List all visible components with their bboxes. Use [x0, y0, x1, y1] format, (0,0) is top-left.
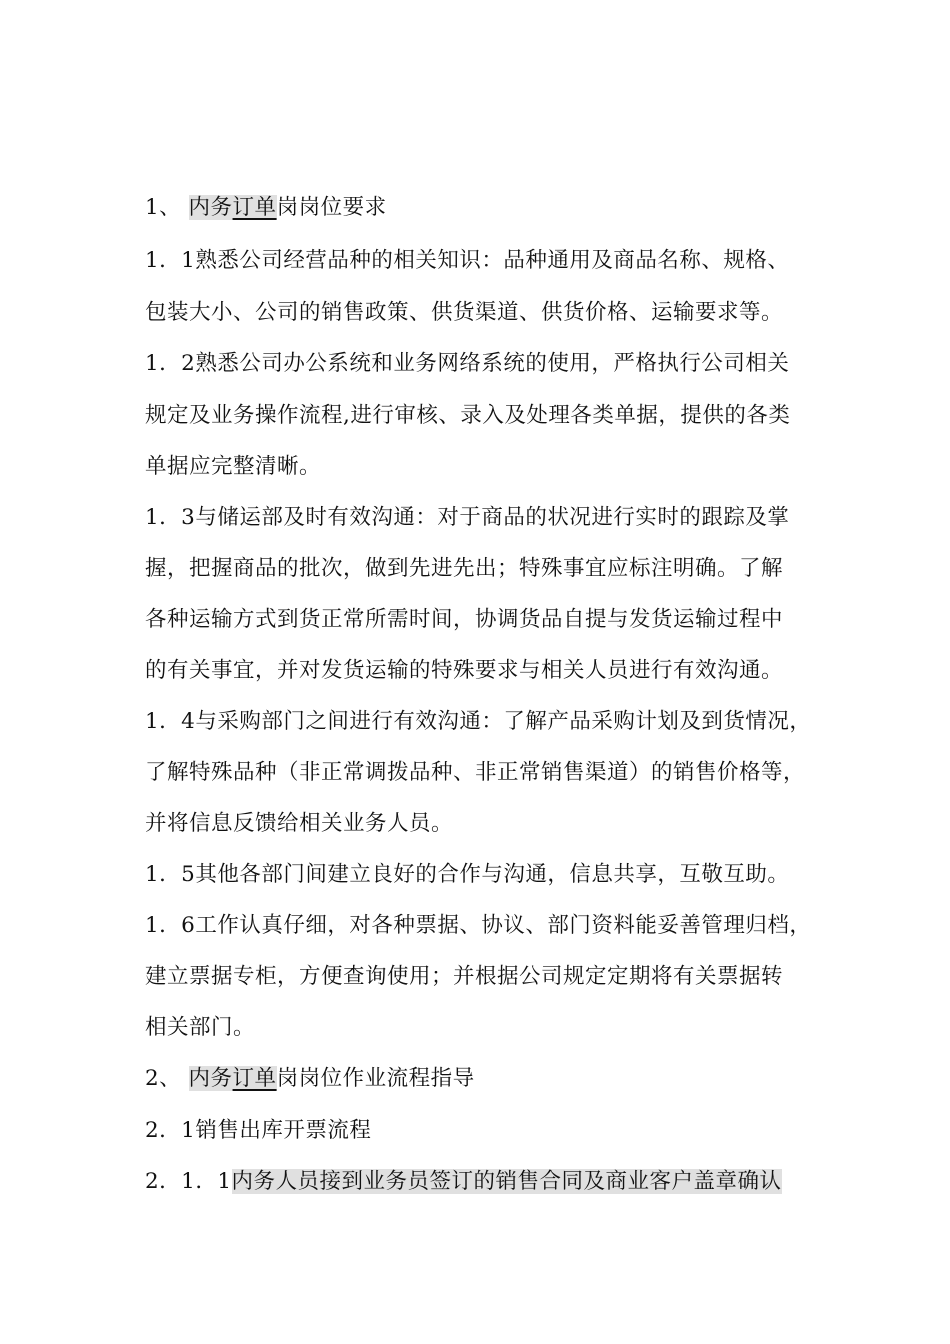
paragraph-line: 1．5其他各部门间建立良好的合作与沟通，信息共享，互敬互助。	[145, 862, 790, 887]
section-1-heading	[145, 193, 387, 223]
section-1-title-underlined: 订单	[232, 195, 277, 220]
paragraph-line: 并将信息反馈给相关业务人员。	[145, 811, 454, 836]
paragraph-line: 的有关事宜，并对发货运输的特殊要求与相关人员进行有效沟通。	[145, 658, 784, 683]
subsection-2-1-1-line	[145, 1167, 782, 1197]
subsection-2-1-1-number: 2．1．1	[145, 1169, 232, 1194]
paragraph-line: 1．2熟悉公司办公系统和业务网络系统的使用，严格执行公司相关	[145, 351, 790, 376]
section-2-heading	[145, 1064, 475, 1094]
section-2-title-underlined: 订单	[232, 1066, 277, 1091]
paragraph-line: 了解特殊品种（非正常调拨品种、非正常销售渠道）的销售价格等，	[145, 760, 806, 785]
paragraph-line: 1．6工作认真仔细，对各种票据、协议、部门资料能妥善管理归档，	[145, 913, 812, 938]
section-1-number: 1、	[145, 195, 182, 220]
section-2-number: 2、	[145, 1066, 182, 1091]
section-1-title-highlight: 内务	[188, 195, 233, 220]
paragraph-line: 握，把握商品的批次，做到先进先出；特殊事宜应标注明确。了解	[145, 556, 784, 581]
paragraph-line: 建立票据专柜，方便查询使用；并根据公司规定定期将有关票据转	[145, 964, 784, 989]
paragraph-line: 1．1熟悉公司经营品种的相关知识：品种通用及商品名称、规格、	[145, 248, 790, 273]
section-1-title-rest: 岗岗位要求	[276, 195, 387, 220]
paragraph-line: 单据应完整清晰。	[145, 454, 322, 479]
paragraph-line: 规定及业务操作流程,进行审核、录入及处理各类单据，提供的各类	[145, 403, 791, 428]
paragraph-line: 包装大小、公司的销售政策、供货渠道、供货价格、运输要求等。	[145, 300, 784, 325]
subsection-2-1-heading: 2．1销售出库开票流程	[145, 1118, 372, 1143]
paragraph-line: 1．3与储运部及时有效沟通：对于商品的状况进行实时的跟踪及掌	[145, 505, 790, 530]
paragraph-line: 各种运输方式到货正常所需时间，协调货品自提与发货运输过程中	[145, 607, 784, 632]
paragraph-line: 相关部门。	[145, 1015, 256, 1040]
paragraph-line: 1．4与采购部门之间进行有效沟通：了解产品采购计划及到货情况，	[145, 709, 812, 734]
subsection-2-1-1-text: 内务人员接到业务员签订的销售合同及商业客户盖章确认	[231, 1169, 782, 1194]
section-2-title-rest: 岗岗位作业流程指导	[276, 1066, 475, 1091]
section-2-title-highlight: 内务	[188, 1066, 233, 1091]
